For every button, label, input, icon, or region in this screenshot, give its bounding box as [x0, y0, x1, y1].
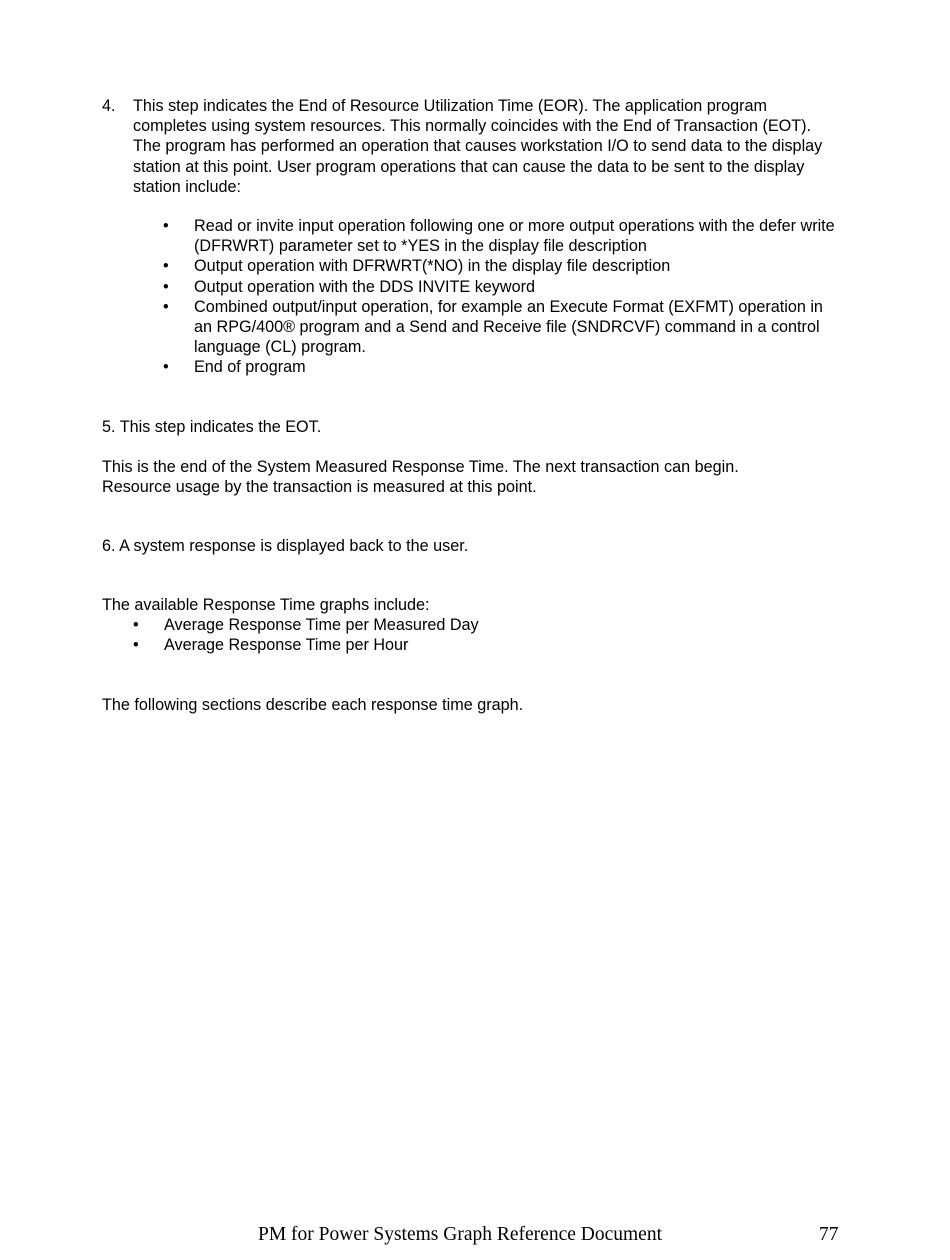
sections-note: The following sections describe each response time graph.	[102, 696, 524, 714]
list-item-text: Read or invite input operation following one or more output operations with the defer write (DFRWRT) parameter set to *YES in the display file description	[194, 217, 835, 256]
bullet-icon: •	[133, 616, 139, 634]
list-item	[163, 297, 843, 358]
list-item	[163, 357, 843, 377]
list-item	[163, 277, 843, 297]
bullet-icon: •	[163, 257, 169, 276]
eor-operations-list	[163, 216, 843, 378]
list-item-text: Output operation with DFRWRT(*NO) in the display file description	[194, 257, 671, 276]
graphs-intro: The available Response Time graphs include:	[102, 596, 430, 614]
list-item-text: Output operation with the DDS INVITE keyword	[194, 277, 535, 296]
list-item-text: End of program	[194, 358, 306, 377]
list-item	[163, 256, 843, 276]
eot-paragraph: This is the end of the System Measured Response Time. The next transaction can begin. Resource usage by the transaction is measured at this point.	[102, 458, 739, 497]
footer-document-title: PM for Power Systems Graph Reference Document	[258, 1224, 662, 1245]
list-item-text: Combined output/input operation, for example an Execute Format (EXFMT) operation in an RPG/400® program and a Send and Receive file (SNDRCVF) command in a control language (CL) program.	[194, 297, 823, 357]
footer-page-number: 77	[819, 1224, 839, 1245]
bullet-icon: •	[163, 217, 169, 235]
list-item	[133, 635, 633, 655]
bullet-icon: •	[163, 297, 169, 316]
bullet-icon: •	[133, 636, 139, 655]
item-number: 4.	[102, 97, 116, 115]
bullet-icon: •	[163, 358, 169, 377]
step-6-text: 6. A system response is displayed back to the user.	[102, 537, 469, 555]
list-item-text: Average Response Time per Measured Day	[164, 616, 479, 634]
bullet-icon: •	[163, 277, 169, 296]
step-5-text: 5. This step indicates the EOT.	[102, 418, 322, 436]
list-item-text: Average Response Time per Hour	[164, 636, 409, 655]
item-4-paragraph: This step indicates the End of Resource Utilization Time (EOR). The application program completes using system resources. This normally coincides with the End of Transaction (EOT). The program has performed an operation that causes workstation I/O to send data to the display station at this point. User program operations that can cause the data to be sent to the display station include:	[133, 97, 823, 196]
numbered-item-4	[102, 96, 842, 197]
list-item	[133, 615, 633, 635]
response-time-graphs-list	[133, 615, 633, 655]
list-item	[163, 216, 843, 256]
